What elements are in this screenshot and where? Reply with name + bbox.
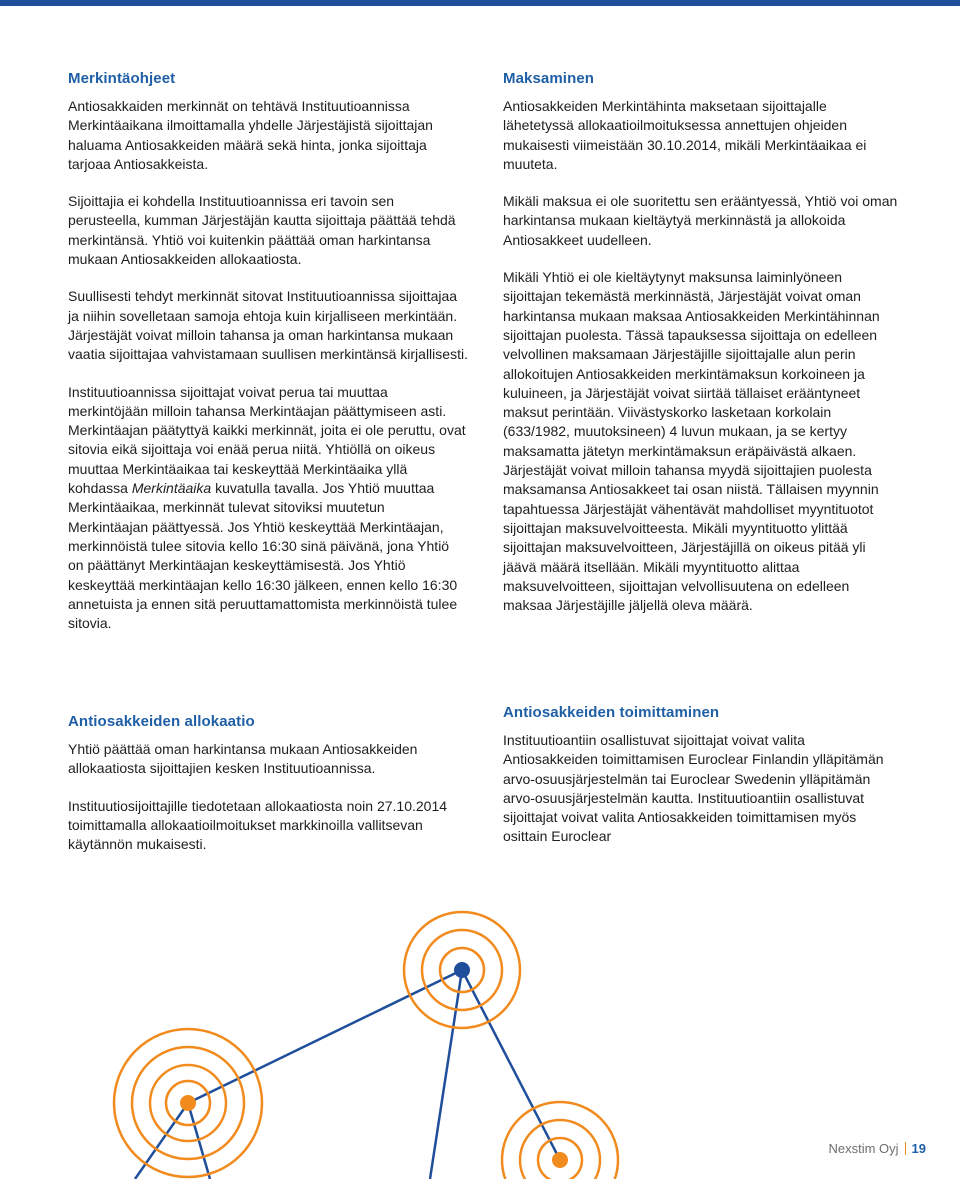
paragraph: Instituutioannissa sijoittajat voivat perua tai muuttaa merkintöjään milloin tahansa Merkintäajan päättymiseen asti. Merkintäajan päätyttyä kaikki merkinnät, joita ei ole peruttu, ovat sitovia eikä sijoittaja voi enää perua niitä. Yhtiöllä on oikeus muuttaa Merkintäaikaa tai keskeyttää Merkintäaika yllä kohdassa Merkintäaika kuvatulla tavalla. Jos Yhtiö muuttaa Merkintäaikaa, merkinnät tulevat sitoviksi muutetun Merkintäajan päättyessä. Jos Yhtiö keskeyttää Merkintäajan, merkinnöistä tulee sitovia kello 16:30 sinä päivänä, jona Yhtiö on päättänyt Merkintäajan keskeyttämisestä. Jos Yhtiö keskeyttää merkintäajan kello 16:30 jälkeen, ennen kello 16:30 annetuista ja ennen sitä peruuttamattomista merkinnöistä tulee sitovia. (68, 383, 466, 632)
section-merkintaohjeet (68, 70, 468, 651)
top-accent-bar (0, 0, 960, 6)
heading-maksaminen: Maksaminen (503, 70, 595, 87)
paragraph: Yhtiö päättää oman harkintansa mukaan Antiosakkeiden allokaatiosta sijoittajien kesken Instituutioannissa. (68, 741, 418, 777)
network-line (462, 970, 560, 1160)
paragraph: Sijoittajia ei kohdella Instituutioannissa eri tavoin sen perusteella, kumman Järjestäjän kautta sijoittaja päättää tehdä merkintänsä. Yhtiö voi kuitenkin päättää oman harkintansa mukaan Antiosakkeiden allokaatiosta. (68, 193, 456, 268)
page-number: 19 (911, 1141, 926, 1156)
heading-merkintaohjeet: Merkintäohjeet (68, 70, 176, 87)
paragraph: Mikäli maksua ei ole suoritettu sen erääntyessä, Yhtiö voi oman harkintansa mukaan kieltäytyä merkinnästä ja allokoida Antiosakkeet uudelleen. (503, 193, 898, 248)
section-toimittaminen (503, 704, 898, 865)
page-footer (828, 1141, 926, 1156)
node-dot (552, 1152, 568, 1168)
section-maksaminen (503, 70, 898, 633)
section-allokaatio (68, 713, 468, 872)
network-line (188, 970, 462, 1103)
footer-separator (905, 1142, 906, 1155)
paragraph: Instituutioantiin osallistuvat sijoittajat voivat valita Antiosakkeiden toimittamisen Euroclear Finlandin ylläpitämän arvo-osuusjärjestelmän tai Euroclear Swedenin ylläpitämän arvo-osuusjärjestelmän kautta. Instituutioantiin osallistuvat sijoittajat voivat valita Antiosakkeiden toimittamisen myös osittain Euroclear (503, 732, 884, 845)
network-line (430, 970, 462, 1179)
company-name: Nexstim Oyj (828, 1141, 899, 1156)
heading-allokaatio: Antiosakkeiden allokaatio (68, 713, 255, 730)
paragraph: Instituutiosijoittajille tiedotetaan allokaatiosta noin 27.10.2014 toimittamalla allokaatioilmoitukset markkinoilla vallitsevan käytännön mukaisesti. (68, 797, 448, 853)
network-graphic (0, 870, 960, 1179)
paragraph: Suullisesti tehdyt merkinnät sitovat Instituutioannissa sijoittajaa ja niihin sovelletaan samoja ehtoja kuin kirjalliseen merkintään. Järjestäjät voivat milloin tahansa ja oman harkintansa mukaan vaatia sijoittajaa vahvistamaan suullisen merkintänsä kirjallisesti. (68, 288, 468, 363)
ring (520, 1120, 600, 1179)
node-dot (180, 1095, 196, 1111)
paragraph: Antiosakkeiden Merkintähinta maksetaan sijoittajalle lähetetyssä allokaatioilmoituksessa annettujen ohjeiden mukaisesti viimeistään 30.10.2014, mikäli Merkintäaikaa ei muuteta. (503, 98, 867, 172)
heading-toimittaminen: Antiosakkeiden toimittaminen (503, 704, 720, 721)
paragraph: Antiosakkaiden merkinnät on tehtävä Instituutioannissa Merkintäaikana ilmoittamalla yhdelle Järjestäjistä sijoittajan haluama Antiosakkeiden määrä sekä hinta, jonka sijoittaja tarjoaa Antiosakkeista. (68, 98, 433, 172)
paragraph: Mikäli Yhtiö ei ole kieltäytynyt maksunsa laiminlyöneen sijoittajan tekemästä merkinnästä, Järjestäjät voivat oman harkintansa mukaan maksaa Antiosakkeiden Merkintähinnan sijoittajan puolesta. Tässä tapauksessa sijoittaja on edelleen velvollinen maksamaan Järjestäjille sijoittajalle alun perin allokoitujen Antiosakkeiden merkintämaksun korkoineen ja kuluineen, ja Järjestäjät voivat siirtää tällaiset erääntyneet maksut perintään. Viivästyskorko lasketaan korkolain (633/1982, muutoksineen) 4 luvun mukaan, ja se kertyy maksamatta jätetyn merkintämaksun eräpäivästä alkaen. Järjestäjät voivat milloin tahansa myydä sijoittajien puolesta maksamansa Antiosakkeet tai osan niistä. Tällaisen myynnin tapahtuessa Järjestäjät vähentävät mahdolliset myyntituotot sijoittajan maksuvelvoitteesta. Mikäli myyntituotto ylittää sijoittajan maksuvelvoitteen, Järjestäjillä on oikeus pitää yli jäävä määrä itsellään. Mikäli myyntituotto alittaa maksuvelvoitteen, sijoittajan velvollisuutena on edelleen maksaa Järjestäjille jäljellä oleva määrä. (503, 269, 880, 614)
node-dot (454, 962, 470, 978)
